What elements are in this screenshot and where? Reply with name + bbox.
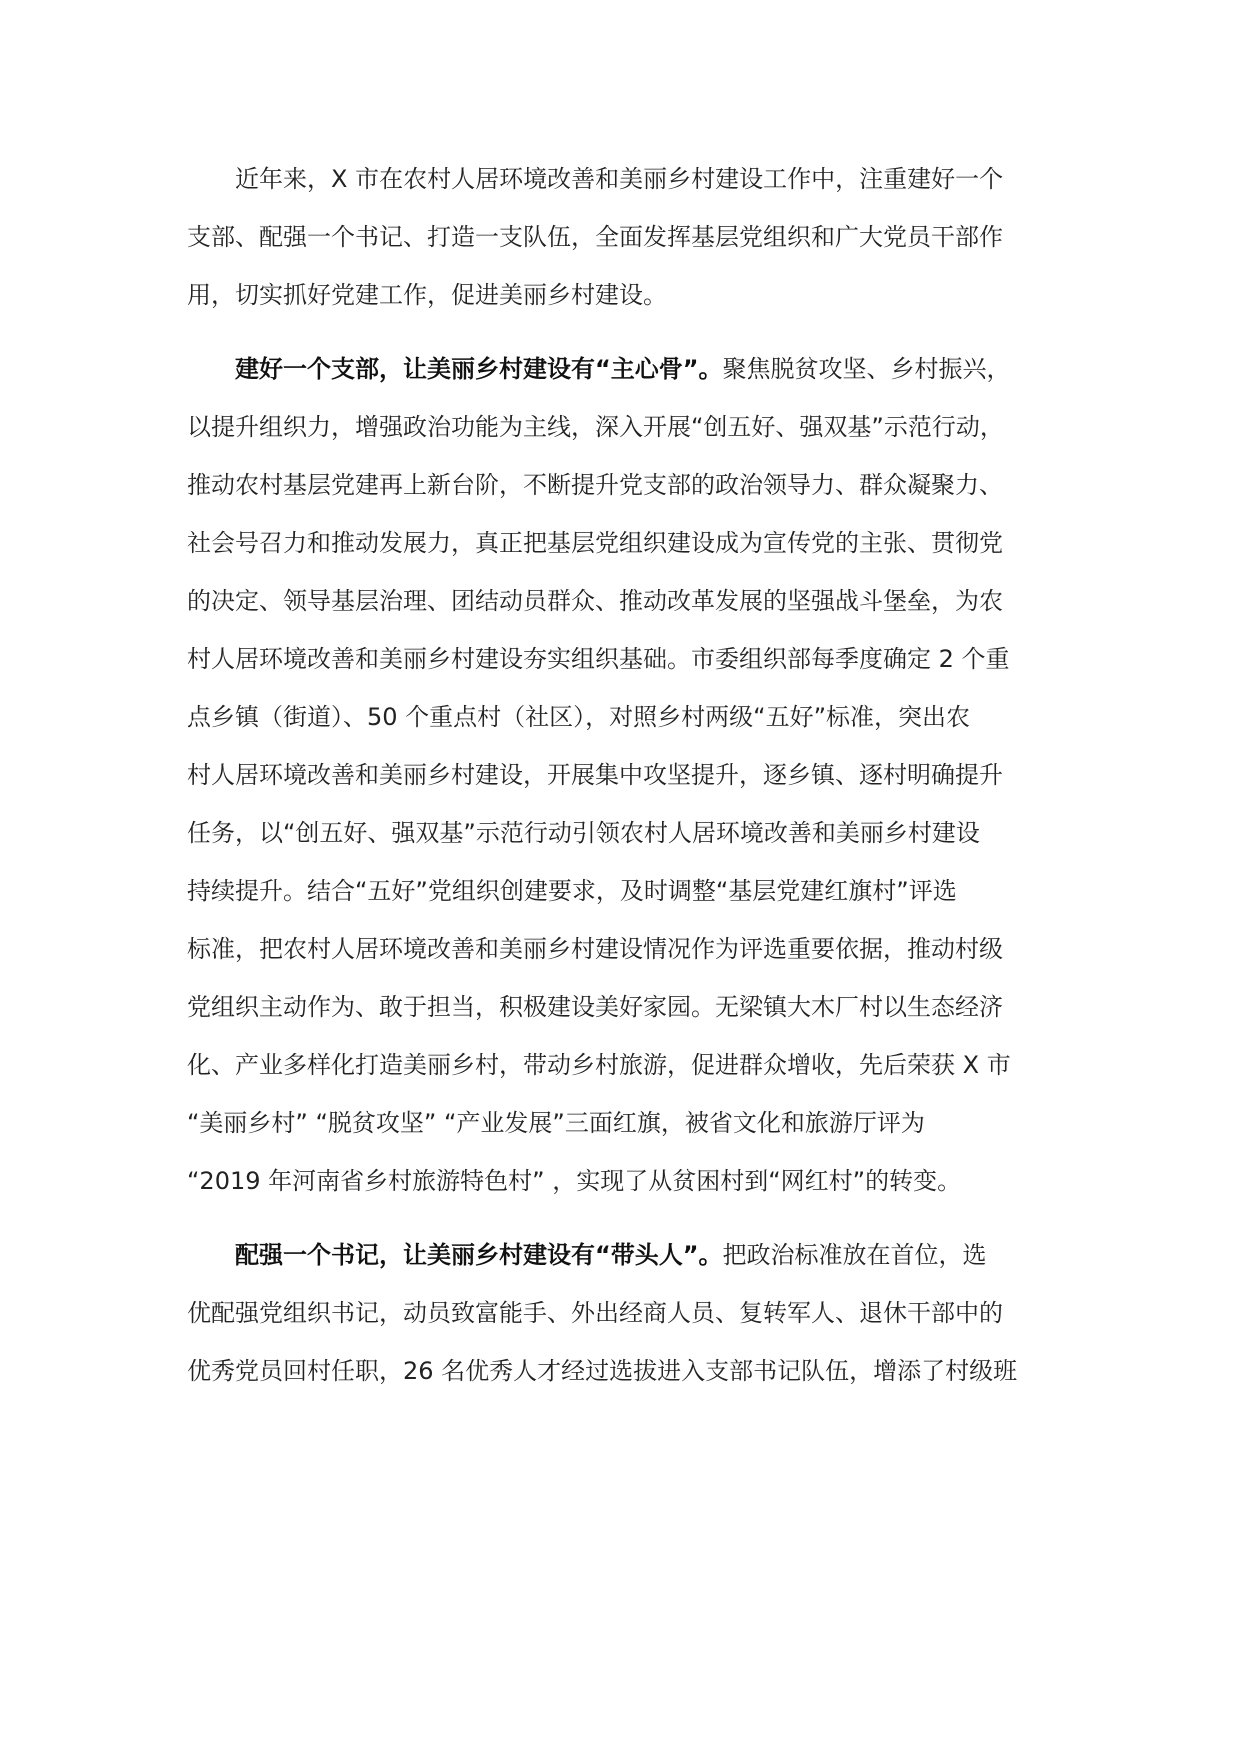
paragraph-1-line-1 [235, 163, 1067, 195]
paragraph-2-line-3 [187, 469, 1067, 501]
paragraph-text: 近年来，X 市在农村人居环境改善和美丽乡村建设工作中，注重建好一个 [235, 165, 1004, 193]
paragraph-text: 支部、配强一个书记、打造一支队伍，全面发挥基层党组织和广大党员干部作 [187, 223, 1003, 251]
paragraph-text: “2019 年河南省乡村旅游特色村” ，实现了从贫困村到“网红村”的转变。 [187, 1167, 962, 1195]
paragraph-2-line-15 [187, 1165, 1067, 1197]
paragraph-lead-heading: 配强一个书记，让美丽乡村建设有“带头人”。 [235, 1241, 723, 1269]
paragraph-text: 的决定、领导基层治理、团结动员群众、推动改革发展的坚强战斗堡垒，为农 [187, 587, 1003, 615]
paragraph-2-line-8 [187, 759, 1067, 791]
paragraph-text: 任务，以“创五好、强双基”示范行动引领农村人居环境改善和美丽乡村建设 [187, 819, 980, 847]
paragraph-text: 持续提升。结合“五好”党组织创建要求，及时调整“基层党建红旗村”评选 [187, 877, 957, 905]
paragraph-text: “美丽乡村” “脱贫攻坚” “产业发展”三面红旗，被省文化和旅游厅评为 [187, 1109, 925, 1137]
paragraph-2-line-11 [187, 933, 1067, 965]
paragraph-2-line-6 [187, 643, 1067, 675]
paragraph-text: 标准，把农村人居环境改善和美丽乡村建设情况作为评选重要依据，推动村级 [187, 935, 1003, 963]
paragraph-text: 优配强党组织书记，动员致富能手、外出经商人员、复转军人、退休干部中的 [187, 1299, 1003, 1327]
paragraph-text: 以提升组织力，增强政治功能为主线，深入开展“创五好、强双基”示范行动， [187, 413, 1004, 441]
paragraph-2-line-12 [187, 991, 1067, 1023]
paragraph-2-line-13 [187, 1049, 1067, 1081]
paragraph-2-line-5 [187, 585, 1067, 617]
paragraph-text: 优秀党员回村任职，26 名优秀人才经过选拔进入支部书记队伍，增添了村级班 [187, 1357, 1018, 1385]
paragraph-3-line-1 [235, 1239, 1067, 1271]
paragraph-text: 点乡镇（街道）、50 个重点村（社区），对照乡村两级“五好”标准，突出农 [187, 703, 971, 731]
paragraph-2-line-4 [187, 527, 1067, 559]
paragraph-text: 聚焦脱贫攻坚、乡村振兴， [722, 355, 1011, 383]
paragraph-text: 村人居环境改善和美丽乡村建设，开展集中攻坚提升，逐乡镇、逐村明确提升 [187, 761, 1003, 789]
paragraph-text: 用，切实抓好党建工作，促进美丽乡村建设。 [187, 281, 667, 309]
paragraph-lead-heading: 建好一个支部，让美丽乡村建设有“主心骨”。 [235, 355, 723, 383]
paragraph-2-line-14 [187, 1107, 1067, 1139]
paragraph-text: 社会号召力和推动发展力，真正把基层党组织建设成为宣传党的主张、贯彻党 [187, 529, 1003, 557]
paragraph-2-line-1 [235, 353, 1067, 385]
paragraph-2-line-7 [187, 701, 1067, 733]
paragraph-1-line-3 [187, 279, 1067, 311]
paragraph-text: 推动农村基层党建再上新台阶，不断提升党支部的政治领导力、群众凝聚力、 [187, 471, 1003, 499]
paragraph-2-line-9 [187, 817, 1067, 849]
paragraph-text: 化、产业多样化打造美丽乡村，带动乡村旅游，促进群众增收，先后荣获 X 市 [187, 1051, 1011, 1079]
paragraph-3-line-2 [187, 1297, 1067, 1329]
paragraph-2-line-10 [187, 875, 1067, 907]
paragraph-1-line-2 [187, 221, 1067, 253]
paragraph-3-line-3 [187, 1355, 1067, 1387]
paragraph-text: 把政治标准放在首位，选 [722, 1241, 987, 1269]
paragraph-text: 党组织主动作为、敢于担当，积极建设美好家园。无梁镇大木厂村以生态经济 [187, 993, 1003, 1021]
paragraph-text: 村人居环境改善和美丽乡村建设夯实组织基础。市委组织部每季度确定 2 个重 [187, 645, 1010, 673]
paragraph-2-line-2 [187, 411, 1067, 443]
